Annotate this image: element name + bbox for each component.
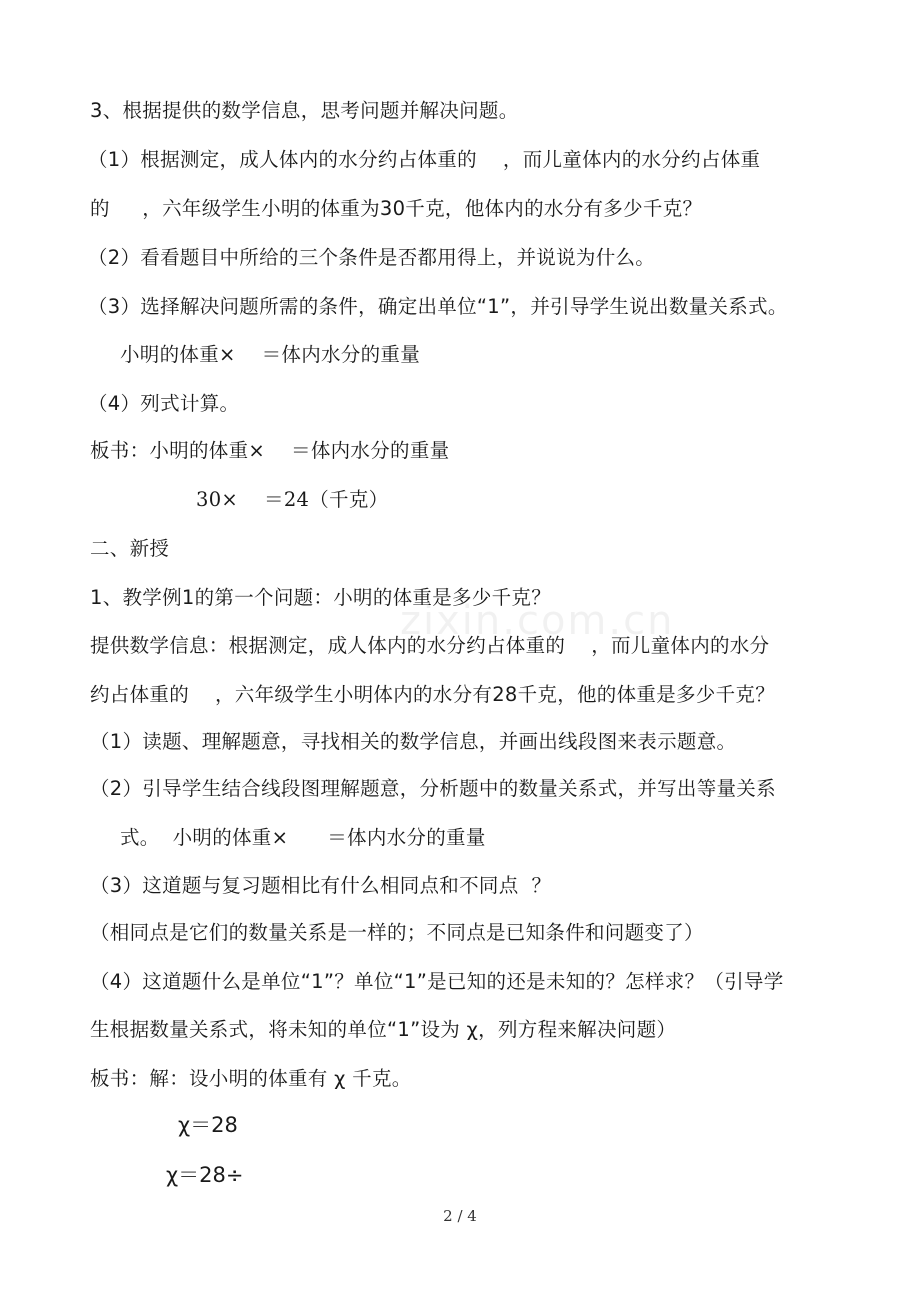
text-line-1: 3、根据提供的数学信息，思考问题并解决问题。 (90, 99, 519, 122)
page-number: 2 / 4 (443, 1207, 477, 1225)
text-line-18: （相同点是它们的数量关系是一样的；不同点是已知条件和问题变了） (90, 921, 704, 944)
text-line-10: 二、新授 (90, 537, 170, 560)
text-line-8: 板书：小明的体重× ＝体内水分的重量 (90, 439, 450, 462)
text-line-16: 式。 小明的体重× ＝体内水分的重量 (120, 826, 486, 849)
text-line-12: 提供数学信息：根据测定，成人体内的水分约占体重的 ，而儿童体内的水分 (90, 634, 770, 657)
text-line-6: 小明的体重× ＝体内水分的重量 (120, 343, 421, 366)
text-line-2: （1）根据测定，成人体内的水分约占体重的 ，而儿童体内的水分约占体重 (88, 148, 761, 171)
text-line-21: 板书：解：设小明的体重有 χ 千克。 (90, 1067, 412, 1090)
text-line-9: 30× ＝24（千克） (196, 488, 389, 511)
text-line-15: （2）引导学生结合线段图理解题意，分析题中的数量关系式，并写出等量关系 (90, 777, 776, 800)
text-line-20: 生根据数量关系式，将未知的单位“1”设为 χ，列方程来解决问题） (90, 1018, 677, 1041)
text-line-17: （3）这道题与复习题相比有什么相同点和不同点 ？ (90, 874, 552, 897)
formula-line-2: χ＝28÷ (166, 1163, 244, 1187)
text-line-11: 1、教学例1的第一个问题：小明的体重是多少千克？ (90, 586, 552, 609)
text-line-4: （2）看看题目中所给的三个条件是否都用得上，并说说为什么。 (88, 246, 656, 269)
watermark: zixin.com.cn (400, 598, 675, 644)
text-line-19: （4）这道题什么是单位“1”？单位“1”是已知的还是未知的？怎样求？（引导学 (90, 970, 784, 993)
text-line-5: （3）选择解决问题所需的条件，确定出单位“1”，并引导学生说出数量关系式。 (88, 295, 788, 318)
formula-line-1: χ＝28 (178, 1113, 238, 1137)
text-line-13: 约占体重的 ，六年级学生小明体内的水分有28千克，他的体重是多少千克？ (90, 683, 776, 706)
text-line-14: （1）读题、理解题意，寻找相关的数学信息，并画出线段图来表示题意。 (90, 730, 737, 753)
text-line-7: （4）列式计算。 (88, 392, 240, 415)
text-line-3: 的 ，六年级学生小明的体重为30千克，他体内的水分有多少千克？ (90, 197, 703, 220)
